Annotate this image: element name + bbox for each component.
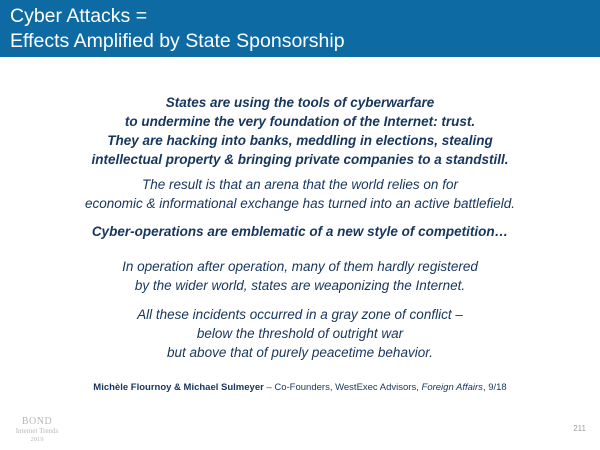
slide-title-line-2: Effects Amplified by State Sponsorship: [10, 30, 345, 52]
quote-attribution: [0, 382, 600, 394]
quote-line: but above that of purely peacetime behavior.: [167, 345, 433, 360]
bond-logo: [0, 416, 74, 444]
quote-line: In operation after operation, many of them hardly registered: [122, 259, 478, 274]
title-bar: [0, 0, 600, 57]
quote-paragraph-1: [0, 93, 600, 169]
quote-line: intellectual property & bringing private companies to a standstill.: [91, 152, 509, 167]
quote-line: below the threshold of outright war: [196, 326, 404, 341]
attribution-publication: Foreign Affairs: [421, 382, 483, 393]
quote-paragraph-5: [0, 305, 600, 362]
attribution-role: Co-Founders, WestExec Advisors,: [274, 382, 422, 393]
quote-line: by the wider world, states are weaponizing the Internet.: [134, 278, 466, 293]
quote-paragraph-4: [0, 257, 600, 295]
quote-paragraph-3: [0, 222, 600, 241]
quote-line: economic & informational exchange has turned into an active battlefield.: [84, 196, 515, 211]
page-number: 211: [573, 424, 586, 433]
quote-line: Cyber-operations are emblematic of a new style of competition…: [91, 224, 509, 239]
quote-paragraph-2: [0, 175, 600, 213]
quote-line: to undermine the very foundation of the Internet: trust.: [124, 114, 476, 129]
logo-year: 2019: [30, 436, 44, 443]
slide-title-line-1: Cyber Attacks =: [10, 5, 148, 27]
quote-line: All these incidents occurred in a gray zone of conflict –: [137, 307, 463, 322]
attribution-dash: –: [263, 382, 275, 393]
attribution-names: Michèle Flournoy & Michael Sulmeyer: [93, 382, 264, 393]
logo-brand: BOND: [21, 416, 53, 427]
logo-subtitle: Internet Trends: [15, 427, 59, 435]
quote-line: States are using the tools of cyberwarfare: [165, 95, 435, 110]
attribution-date: , 9/18: [482, 382, 507, 393]
quote-line: The result is that an arena that the world relies on for: [142, 177, 458, 192]
quote-line: They are hacking into banks, meddling in elections, stealing: [107, 133, 493, 148]
